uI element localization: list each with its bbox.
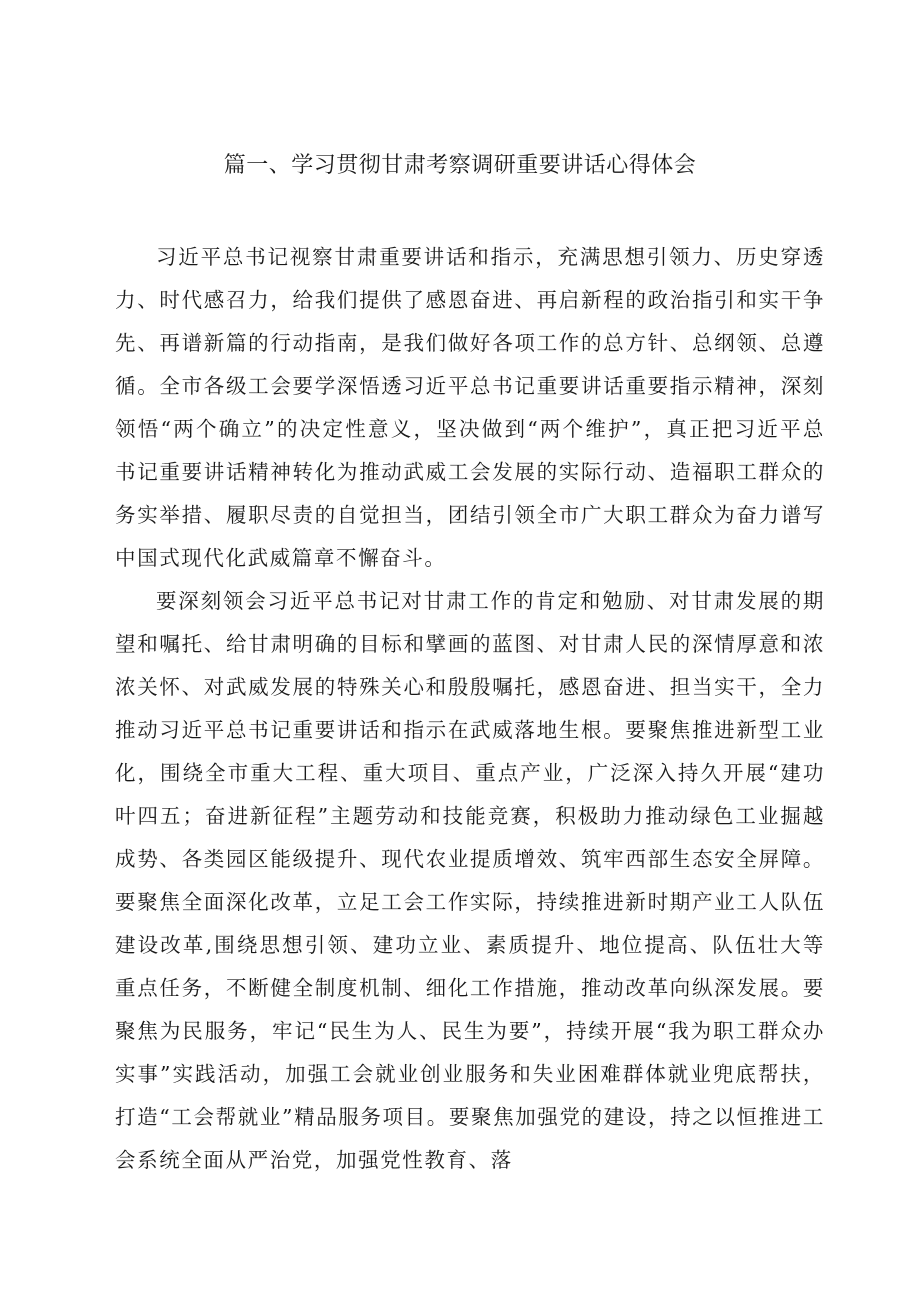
document-title: 篇一、学习贯彻甘肃考察调研重要讲话心得体会 bbox=[223, 153, 697, 178]
paragraph-2: 要深刻领会习近平总书记对甘肃工作的肯定和勉励、对甘肃发展的期望和嘱托、给甘肃明确的目标和擘画的蓝图、对甘肃人民的深情厚意和浓浓关怀、对武威发展的特殊关心和殷殷嘱托，感恩奋进、担当实干，全力推动习近平总书记重要讲话和指示在武威落地生根。要聚焦推进新型工业化，围绕全市重大工程、重大项目、重点产业，广泛深入持久开展“建功叶四五；奋进新征程”主题劳动和技能竞赛，积极助力推动绿色工业掘越成势、各类园区能级提升、现代农业提质增效、筑牢西部生态安全屏障。要聚焦全面深化改革，立足工会工作实际，持续推进新时期产业工人队伍建设改革,围绕思想引领、建功立业、素质提升、地位提高、队伍壮大等重点任务，不断健全制度机制、细化工作措施，推动改革向纵深发展。要聚焦为民服务，牢记“民生为人、民生为要”，持续开展“我为职工群众办实事”实践活动，加强工会就业创业服务和失业困难群体就业兜底帮扶，打造“工会帮就业”精品服务项目。要聚焦加强党的建设，持之以恒推进工会系统全面从严治党，加强党性教育、落 bbox=[115, 589, 825, 1172]
paragraph-1: 习近平总书记视察甘肃重要讲话和指示，充满思想引领力、历史穿透力、时代感召力，给我们提供了感恩奋进、再启新程的政治指引和实干争先、再谱新篇的行动指南，是我们做好各项工作的总方针、总纲领、总遵循。全市各级工会要学深悟透习近平总书记重要讲话重要指示精神，深刻领悟“两个确立”的决定性意义，坚决做到“两个维护”，真正把习近平总书记重要讲话精神转化为推动武威工会发展的实际行动、造福职工群众的务实举措、履职尽责的自觉担当，团结引领全市广大职工群众为奋力谱写中国式现代化武威篇章不懈奋斗。 bbox=[115, 245, 825, 570]
document-body bbox=[115, 236, 825, 1182]
